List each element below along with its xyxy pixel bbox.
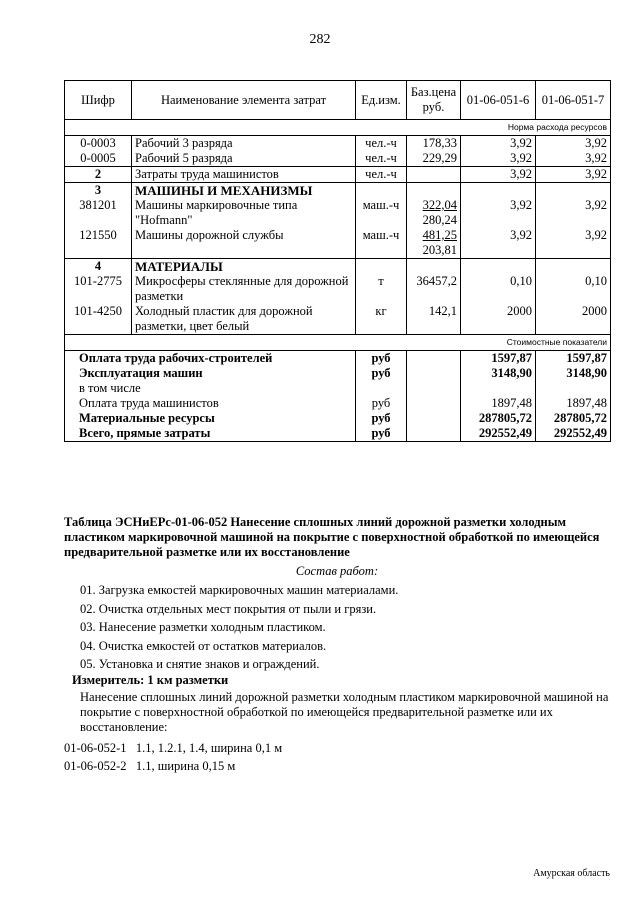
list-item: 01-06-052-2 1.1, ширина 0,15 м	[64, 759, 236, 773]
list-item: 01-06-052-1 1.1, 1.2.1, 1.4, ширина 0,1 м	[64, 741, 283, 755]
list-item: 03. Нанесение разметки холодным пластиком.	[80, 620, 326, 634]
header-price: Баз.цена руб.	[407, 81, 461, 120]
table-row: 0-0003 Рабочий 3 разряда чел.-ч 178,33 3,92 3,92	[65, 136, 611, 152]
section-row-materials: 4 МАТЕРИАЛЫ	[65, 259, 611, 275]
table-row: 2 Затраты труда машинистов чел.-ч 3,92 3,92	[65, 167, 611, 183]
cost-row: Оплата труда машинистов руб 1897,48 1897,48	[65, 396, 611, 411]
cost-row: Материальные ресурсы руб 287805,72 287805,72	[65, 411, 611, 426]
list-item: 02. Очистка отдельных мест покрытия от пыли и грязи.	[80, 601, 377, 616]
table-row: 101-4250 Холодный пластик для дорожной разметки, цвет белый кг 142,1 2000 2000	[65, 304, 611, 335]
codes-list	[64, 739, 282, 775]
table-row: 0-0005 Рабочий 5 разряда чел.-ч 229,29 3,92 3,92	[65, 151, 611, 167]
works-list	[80, 581, 398, 674]
table-row: 121550 Машины дорожной службы маш.-ч 481,25 203,81 3,92 3,92	[65, 228, 611, 259]
composition-label: Состав работ:	[295, 564, 379, 578]
header-unit: Ед.изм.	[356, 81, 407, 120]
list-item: 01. Загрузка емкостей маркировочных машин материалами.	[80, 583, 399, 597]
table-header	[65, 81, 611, 120]
header-col6: 01-06-051-6	[461, 81, 536, 120]
list-item: 05. Установка и снятие знаков и ограждений.	[80, 657, 320, 671]
table-row: 101-2775 Микросферы стеклянные для дорожной разметки т 36457,2 0,10 0,10	[65, 274, 611, 304]
resource-table	[64, 80, 611, 442]
cost-row: Оплата труда рабочих-строителей руб 1597,87 1597,87	[65, 351, 611, 367]
footer-region: Амурская область	[533, 868, 610, 879]
list-item: 04. Очистка емкостей от остатков материалов.	[80, 638, 327, 653]
section-row-machines: 3 МАШИНЫ И МЕХАНИЗМЫ	[65, 183, 611, 199]
cost-row: Эксплуатация машин руб 3148,90 3148,90	[65, 366, 611, 381]
header-name: Наименование элемента затрат	[132, 81, 356, 120]
header-col7: 01-06-051-7	[536, 81, 611, 120]
meter-label: Измеритель: 1 км разметки	[72, 673, 229, 687]
norm-label-row: Норма расхода ресурсов	[65, 120, 611, 136]
cost-label-row: Стоимостные показатели	[65, 335, 611, 351]
table-row: 381201 Машины маркировочные типа "Hofmann" маш.-ч 322,04 280,24 3,92 3,92	[65, 198, 611, 228]
description: Нанесение сплошных линий дорожной разметки холодным пластиком маркировочной машиной на покрытие с поверхностной обработкой по имеющейся предварительной разметке или их восстановление:	[80, 690, 609, 734]
header-code: Шифр	[65, 81, 132, 120]
section-title: Таблица ЭСНиЕРс-01-06-052 Нанесение сплошных линий дорожной разметки холодным пластиком маркировочной машиной на покрытие с поверхностной обработкой по имеющейся предварительной разметке или их восстановление	[64, 515, 600, 559]
page-number: 282	[309, 32, 331, 47]
cost-row: в том числе	[65, 381, 611, 396]
cost-row-total: Всего, прямые затраты руб 292552,49 292552,49	[65, 426, 611, 442]
